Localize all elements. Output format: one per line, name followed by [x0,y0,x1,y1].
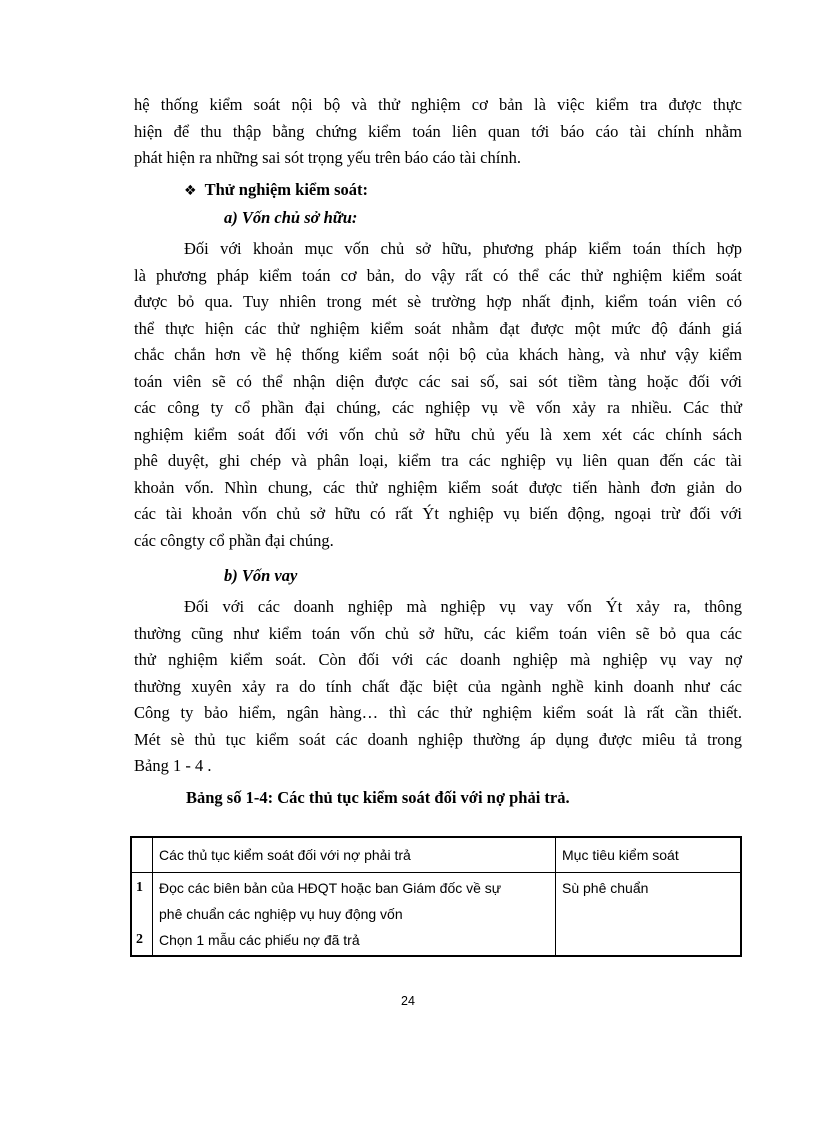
objective-text: Sù phê chuẩn [562,880,649,896]
paragraph-line: là phương pháp kiểm toán cơ bản, do vậy rất có thể các thử nghiệm kiểm soát [134,265,742,285]
paragraph-line: khoản vốn. Nhìn chung, các thử nghiệm kiểm soát được tiến hành đơn giản do [134,477,742,497]
table-row [131,873,741,957]
subsection-a-title: a) Vốn chủ sở hữu: [224,208,358,227]
section-heading [184,180,368,200]
procedure-text: Đọc các biên bản của HĐQT hoặc ban Giám đốc về sự [159,880,502,896]
table-header-row [131,837,741,873]
header-number-cell [131,837,153,873]
paragraph-line: được bỏ qua. Tuy nhiên trong mét sè trường hợp nhất định, kiểm toán viên có [134,292,742,311]
paragraph-line: Đối với các doanh nghiệp mà nghiệp vụ vay vốn Ýt xảy ra, thông [184,597,742,616]
paragraph-line: nghiệm kiểm soát đối với vốn chủ sở hữu chủ yếu là xem xét các chính sách [134,424,742,444]
paragraph-line: các tài khoản vốn chủ sở hữu có rất Ýt nghiệp vụ biến động, ngoại trừ đối với [134,504,742,523]
procedure-text: Chọn 1 mẫu các phiếu nợ đã trả [159,932,360,948]
paragraph-line: phê duyệt, ghi chép và phân loại, kiểm tra các nghiệp vụ liên quan đến các tài [134,451,742,470]
intro-line: hiện để thu thập bằng chứng kiểm toán liên quan tới báo cáo tài chính nhằm [134,121,742,141]
paragraph-line: thường xuyên xảy ra do tính chất đặc biệt của ngành nghề kinh doanh như các [134,676,742,696]
intro-line: phát hiện ra những sai sót trọng yếu trên báo cáo tài chính. [134,148,521,167]
subsection-b-paragraph [134,594,742,780]
paragraph-line: thường cũng như kiểm toán vốn chủ sở hữu, các kiểm toán viên sẽ bỏ qua các [134,623,742,643]
procedure-text: phê chuẩn các nghiệp vụ huy động vốn [159,906,403,922]
paragraph-line: Đối với khoản mục vốn chủ sở hữu, phương pháp kiểm toán thích hợp [184,239,742,258]
intro-line: hệ thống kiểm soát nội bộ và thử nghiệm cơ bản là việc kiểm tra được thực [134,95,742,114]
row-number-spacer [136,901,148,927]
control-procedures-table [130,836,742,957]
paragraph-line: Mét sè thủ tục kiểm soát các doanh nghiệp thường áp dụng được miêu tả trong [134,729,742,749]
paragraph-line: các côngty cổ phần đại chúng. [134,530,334,550]
intro-paragraph [134,92,742,172]
paragraph-line: Bảng 1 - 4 . [134,756,212,775]
row-number: 2 [136,932,143,947]
section-title: Thử nghiệm kiểm soát: [204,180,369,199]
paragraph-line: thể thực hiện các thử nghiệm kiểm soát nhằm đạt được một mức độ đánh giá [134,318,742,338]
subsection-a-paragraph [134,236,742,554]
paragraph-line: các công ty cổ phần đại chúng, các nghiệp vụ về vốn xảy ra nhiều. Các thử [134,398,742,417]
paragraph-line: toán viên sẽ có thể nhận diện được các sai số, sai sót tiềm tàng hoặc đối với [134,371,742,391]
diamond-bullet-icon: ❖ [184,183,197,199]
row-number-cell [131,873,153,957]
objective-cell [556,873,742,957]
header-objective-cell: Mục tiêu kiểm soát [556,837,742,873]
procedure-cell [153,873,556,957]
table-caption: Bảng số 1-4: Các thủ tục kiểm soát đối với nợ phải trả. [186,788,570,807]
paragraph-line: thử nghiệm kiểm soát. Còn đối với các doanh nghiệp mà nghiệp vụ vay nợ [134,650,742,669]
row-number: 1 [136,880,143,895]
paragraph-line: chắc chắn hơn về hệ thống kiểm soát nội bộ của khách hàng, và như vậy kiểm [134,345,742,364]
paragraph-line: Công ty bảo hiểm, ngân hàng… thì các thử nghiệm kiểm soát là rất cần thiết. [134,703,742,722]
header-procedure-cell: Các thủ tục kiểm soát đối với nợ phải trả [153,837,556,873]
subsection-b-title: b) Vốn vay [224,566,298,585]
page-number: 24 [401,994,415,1008]
